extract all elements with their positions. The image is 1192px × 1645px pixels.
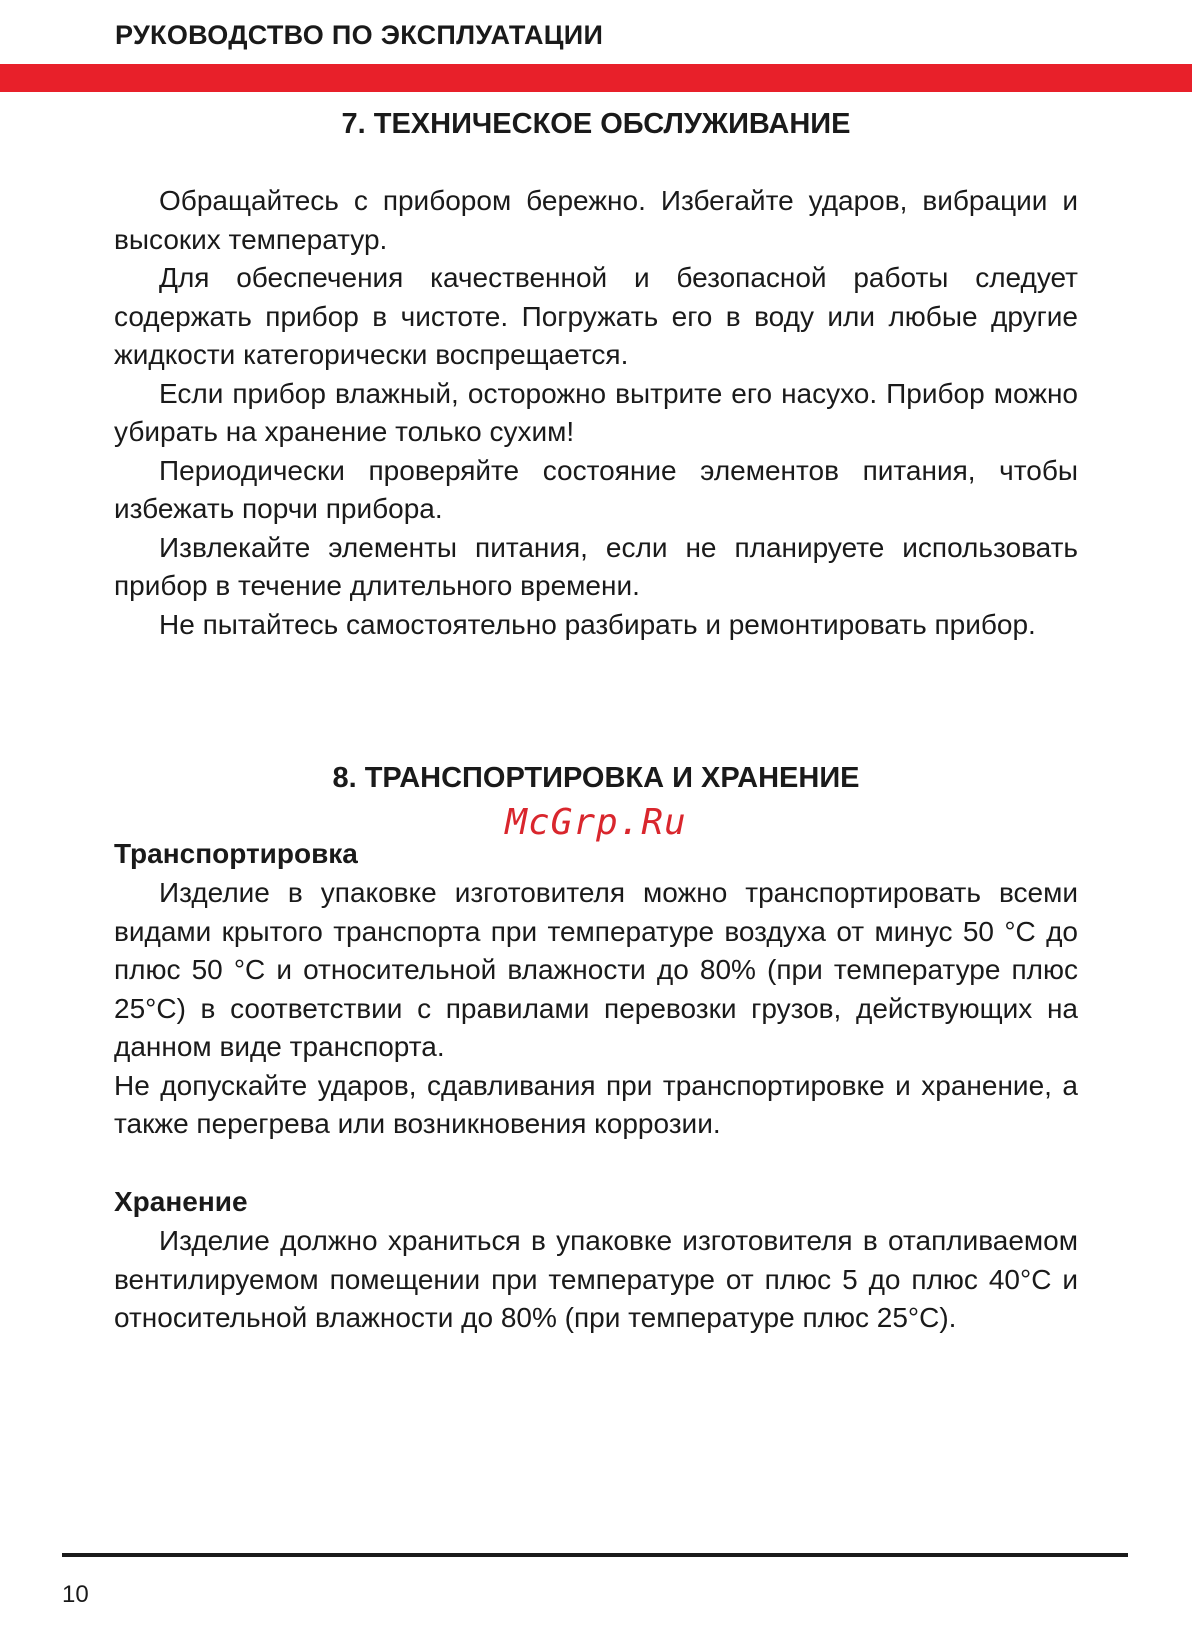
transport-body xyxy=(114,874,1078,1144)
page-number: 10 xyxy=(62,1581,89,1608)
paragraph: Не допускайте ударов, сдавливания при транспортировке и хранение, а также перегрева или возникновения коррозии. xyxy=(114,1069,1078,1139)
footer-rule xyxy=(62,1553,1128,1557)
paragraph: Не пытайтесь самостоятельно разбирать и ремонтировать прибор. xyxy=(159,608,1036,640)
paragraph: Если прибор влажный, осторожно вытрите его насухо. Прибор можно убирать на хранение только сухим! xyxy=(114,377,1078,447)
paragraph: Изделие в упаковке изготовителя можно транспортировать всеми видами крытого транспорта при температуре воздуха от минус 50 °С до плюс 50 °С и относительной влажности до 80% (при температуре плюс 25°С) в соответствии с правилами перевозки грузов, действующих на данном виде транспорта. xyxy=(114,877,1078,1062)
section-8-title: 8. ТРАНСПОРТИРОВКА И ХРАНЕНИЕ xyxy=(332,762,860,794)
transport-subheading: Транспортировка xyxy=(114,838,358,869)
paragraph: Изделие должно храниться в упаковке изготовителя в отапливаемом вентилируемом помещении при температуре от плюс 5 до плюс 40°С и относительной влажности до 80% (при температуре плюс 25°С). xyxy=(114,1225,1078,1333)
section-7-title: 7. ТЕХНИЧЕСКОЕ ОБСЛУЖИВАНИЕ xyxy=(341,108,851,140)
storage-subheading: Хранение xyxy=(114,1186,248,1217)
section-7-body xyxy=(114,182,1078,644)
storage-body xyxy=(114,1222,1078,1338)
header-red-bar xyxy=(0,64,1192,92)
watermark: McGrp.Ru xyxy=(505,802,687,843)
manual-header-title: РУКОВОДСТВО ПО ЭКСПЛУАТАЦИИ xyxy=(115,20,604,50)
paragraph: Для обеспечения качественной и безопасной работы следует содержать прибор в чистоте. Погружать его в воду или любые другие жидкости категорически воспрещается. xyxy=(114,262,1078,370)
paragraph: Периодически проверяйте состояние элементов питания, чтобы избежать порчи прибора. xyxy=(114,454,1078,524)
paragraph: Обращайтесь с прибором бережно. Избегайте ударов, вибрации и высоких температур. xyxy=(114,185,1078,255)
paragraph: Извлекайте элементы питания, если не планируете использовать прибор в течение длительного времени. xyxy=(114,531,1078,601)
